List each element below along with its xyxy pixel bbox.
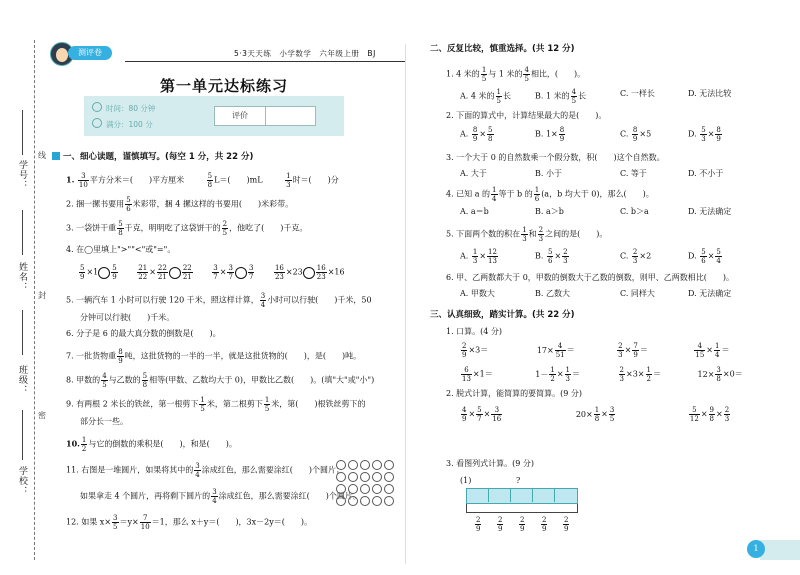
- stepwise-calc-row: $\frac{4}{9}$ × $\frac{5}{7}$ × $\frac{3}{16}$ 20× $\frac{1}{8}$ × $\frac{3}{5}$ $\frac{5}{12}$ × $\frac{9}{8}$ × $\frac{2}{3}$: [462, 406, 730, 423]
- question-1-8: 8. 甲数的 $\frac{4}{5}$ 与乙数的 $\frac{5}{8}$ 相等(甲数、乙数均大于 0)，甲数比乙数( )。(填"大"或"小"): [66, 372, 375, 389]
- full-score-label: 满分：100 分: [106, 120, 153, 129]
- bar-segment: [488, 488, 489, 502]
- question-3-1: 1. 口算。(4 分): [446, 327, 503, 336]
- name-label: 姓名：: [17, 262, 27, 292]
- segment-label: $\frac{2}{9}$: [564, 516, 569, 533]
- compare-circle[interactable]: [235, 267, 247, 279]
- option-2-4-d[interactable]: D. 无法确定: [688, 207, 732, 216]
- segment-label: $\frac{2}{9}$: [542, 516, 547, 533]
- compare-circle[interactable]: [169, 267, 181, 279]
- fraction-bar: [466, 488, 578, 504]
- series-header: 5·3天天练 小学数学 六年级上册 BJ: [234, 49, 376, 58]
- compare-row: $\frac{5}{9}$ ×1 $\frac{5}{9}$ $\frac{21}{22}$ × $\frac{22}{21}$ $\frac{22}{21}$ $\frac{3}{7}$ × $\frac{3}{7}$ $\frac{3}{7}$ $\frac{16}{23}$ ×23 $\frac{16}{23}$ ×16: [80, 264, 345, 281]
- binding-margin: [0, 0, 48, 575]
- school-label: 学校：: [17, 466, 27, 496]
- option-2-1-b[interactable]: B. 1 米的 $\frac{4}{5}$ 长: [535, 88, 587, 105]
- mental-calc-row-2: $\frac{6}{13}$ ×1＝ 1－ $\frac{1}{2}$ × $\frac{1}{3}$ ＝ $\frac{2}{3}$ ×3× $\frac{1}{2}$ ＝ 12× $\frac{3}{8}$ ×0＝: [462, 366, 743, 383]
- score-box[interactable]: [214, 106, 316, 126]
- bar-segment: [532, 488, 533, 502]
- student-id-line: [22, 110, 23, 155]
- option-2-5-c[interactable]: C. $\frac{2}{3}$ ×2: [620, 248, 652, 265]
- page-number: 1: [747, 540, 765, 558]
- time-label: 时间：80 分钟: [106, 104, 156, 113]
- option-2-1-d[interactable]: D. 无法比较: [688, 89, 732, 98]
- option-2-3-c[interactable]: C. 等于: [620, 169, 647, 178]
- bar-segment: [554, 488, 555, 502]
- question-3-2: 2. 脱式计算，能简算的要简算。(9 分): [446, 389, 583, 398]
- class-label: 班级：: [17, 365, 27, 395]
- question-2-6: 6. 甲、乙两数都大于 0，甲数的倒数大于乙数的倒数，则甲、乙两数相比( )。: [446, 273, 735, 282]
- mental-calc-row-1: $\frac{2}{9}$ ×3＝ 17× $\frac{4}{51}$ ＝ $\frac{2}{3}$ × $\frac{7}{9}$ ＝ $\frac{4}{15}$ × $\frac{1}{4}$ ＝: [462, 342, 730, 359]
- section-1-heading: 一、细心读题，谨慎填写。(每空 1 分，共 22 分): [52, 150, 253, 162]
- question-1-7: 7. 一批货物重 $\frac{8}{9}$ 吨，这批货物的一半的一半，就是这批货物的( )，是( )吨。: [66, 348, 362, 365]
- option-2-3-b[interactable]: B. 小于: [535, 169, 562, 178]
- question-1-1: 1. $\frac{3}{10}$ 平方分米＝( )平方厘米 $\frac{5}{8}$ L＝( )mL $\frac{1}{3}$ 时＝( )分: [66, 172, 339, 189]
- option-2-3-d[interactable]: D. 不小于: [688, 169, 724, 178]
- question-3-3-sub: (1): [460, 476, 472, 485]
- full-score-row: [92, 118, 153, 130]
- disc-pile-figure: [336, 460, 394, 506]
- section-marker-icon: [52, 152, 60, 160]
- question-1-2: 2. 捆一摞书要用 $\frac{5}{6}$ 米彩带，捆 4 摞这样的书要用( )米彩带。: [66, 196, 294, 213]
- badge-label: 测评卷: [68, 46, 112, 60]
- option-2-4-c[interactable]: C. b＞a: [620, 207, 649, 216]
- compare-circle[interactable]: [98, 267, 110, 279]
- clock-icon: [92, 102, 102, 112]
- option-2-1-c[interactable]: C. 一样长: [620, 89, 655, 98]
- segment-label: $\frac{2}{9}$: [520, 516, 525, 533]
- column-divider: [405, 44, 406, 564]
- cut-mark: 线: [38, 151, 46, 160]
- test-badge: [50, 42, 122, 66]
- option-2-3-a[interactable]: A. 大于: [460, 169, 487, 178]
- option-2-2-a[interactable]: A. $\frac{8}{9}$ × $\frac{5}{8}$: [460, 126, 493, 143]
- school-line: [22, 410, 23, 460]
- bar-bracket: [466, 504, 578, 513]
- option-2-1-a[interactable]: A. 4 米的 $\frac{1}{5}$ 长: [460, 88, 511, 105]
- option-2-6-a[interactable]: A. 甲数大: [460, 289, 495, 298]
- option-2-6-b[interactable]: B. 乙数大: [535, 289, 570, 298]
- header-rule: [125, 61, 405, 62]
- question-1-6: 6. 分子是 6 的最大真分数的倒数是( )。: [66, 329, 221, 338]
- fraction-bar-diagram: [466, 476, 586, 536]
- question-1-3: 3. 一袋饼干重 $\frac{5}{8}$ 千克，明明吃了这袋饼干的 $\frac{2}{5}$ ，他吃了( )千克。: [66, 220, 308, 237]
- question-2-4: 4. 已知 a 的 $\frac{1}{4}$ 等于 b 的 $\frac{1}{6}$ (a，b 均大于 0)，那么( )。: [446, 186, 654, 203]
- score-box-label: 评价: [215, 107, 266, 125]
- student-id-label: 学号：: [17, 160, 27, 190]
- cut-line: [34, 40, 35, 560]
- page-footer-bar: [760, 540, 800, 560]
- name-line: [22, 210, 23, 255]
- question-2-3: 3. 一个大于 0 的自然数乘一个假分数，积( )这个自然数。: [446, 153, 665, 162]
- question-2-1: 1. 4 米的 $\frac{1}{5}$ 与 1 米的 $\frac{4}{5}$ 相比，( )。: [446, 66, 586, 83]
- question-1-4: 4. 在◯里填上">""<"或"="。: [66, 245, 176, 254]
- question-1-5-line2: 分钟可以行驶( )千米。: [80, 313, 175, 322]
- option-2-2-d[interactable]: D. $\frac{5}{3}$ × $\frac{8}{9}$: [688, 126, 721, 143]
- question-3-3: 3. 看图列式计算。(9 分): [446, 459, 535, 468]
- question-1-5: 5. 一辆汽车 1 小时可以行驶 120 千米，照这样计算， $\frac{3}{4}$ 小时可以行驶( )千米，50: [66, 292, 372, 309]
- option-2-2-c[interactable]: C. $\frac{8}{9}$ ×5: [620, 126, 652, 143]
- question-2-2: 2. 下面的算式中，计算结果最大的是( )。: [446, 111, 607, 120]
- check-icon: [92, 118, 102, 128]
- question-mark: ?: [516, 476, 521, 485]
- segment-label: $\frac{2}{9}$: [476, 516, 481, 533]
- option-2-5-a[interactable]: A. $\frac{1}{3}$ × $\frac{12}{13}$: [460, 248, 497, 265]
- section-3-heading: 三、认真细致，踏实计算。(共 22 分): [430, 310, 575, 320]
- option-2-5-b[interactable]: B. $\frac{5}{6}$ × $\frac{2}{3}$: [535, 248, 568, 265]
- option-2-5-d[interactable]: D. $\frac{5}{6}$ × $\frac{5}{4}$: [688, 248, 721, 265]
- question-2-5: 5. 下面两个数的积在 $\frac{1}{3}$ 和 $\frac{2}{3}$ 之间的是( )。: [446, 226, 608, 243]
- question-1-11-line2: 如果拿走 4 个圆片，再将剩下圆片的 $\frac{3}{4}$ 涂成红色，那么需要涂红( )个圆片。: [80, 488, 361, 505]
- question-1-10: 10. $\frac{1}{2}$ 与它的倒数的乘积是( )，和是( )。: [66, 436, 237, 453]
- segment-label: $\frac{2}{9}$: [498, 516, 503, 533]
- compare-circle[interactable]: [303, 267, 315, 279]
- question-1-9: 9. 有两根 2 米长的铁丝，第一根剪下 $\frac{1}{5}$ 米，第二根剪下 $\frac{1}{5}$ 米，第( )根铁丝剪下的: [66, 396, 366, 413]
- cut-mark: 封: [38, 291, 46, 300]
- time-row: [92, 102, 155, 114]
- option-2-4-a[interactable]: A. a＝b: [460, 207, 489, 216]
- question-1-9-line2: 部分长一些。: [80, 417, 128, 426]
- question-1-12: 12. 如果 x× $\frac{3}{5}$ ＝y× $\frac{7}{10}$ ＝1，那么 x＋y＝( )，3x－2y＝( )。: [66, 514, 313, 531]
- section-2-heading: 二、反复比较，慎重选择。(共 12 分): [430, 44, 575, 54]
- page-title: 第一单元达标练习: [160, 77, 289, 95]
- info-panel: [84, 96, 344, 136]
- option-2-2-b[interactable]: B. 1× $\frac{8}{9}$: [535, 126, 565, 143]
- bar-segment: [510, 488, 511, 502]
- cut-mark: 密: [38, 411, 46, 420]
- question-1-11: 11. 右图是一堆圆片，如果将其中的 $\frac{3}{4}$ 涂成红色，那么需要涂红( )个圆片；: [66, 462, 344, 479]
- class-line: [22, 310, 23, 355]
- option-2-6-d[interactable]: D. 无法确定: [688, 289, 732, 298]
- option-2-6-c[interactable]: C. 同样大: [620, 289, 655, 298]
- option-2-4-b[interactable]: B. a＞b: [535, 207, 564, 216]
